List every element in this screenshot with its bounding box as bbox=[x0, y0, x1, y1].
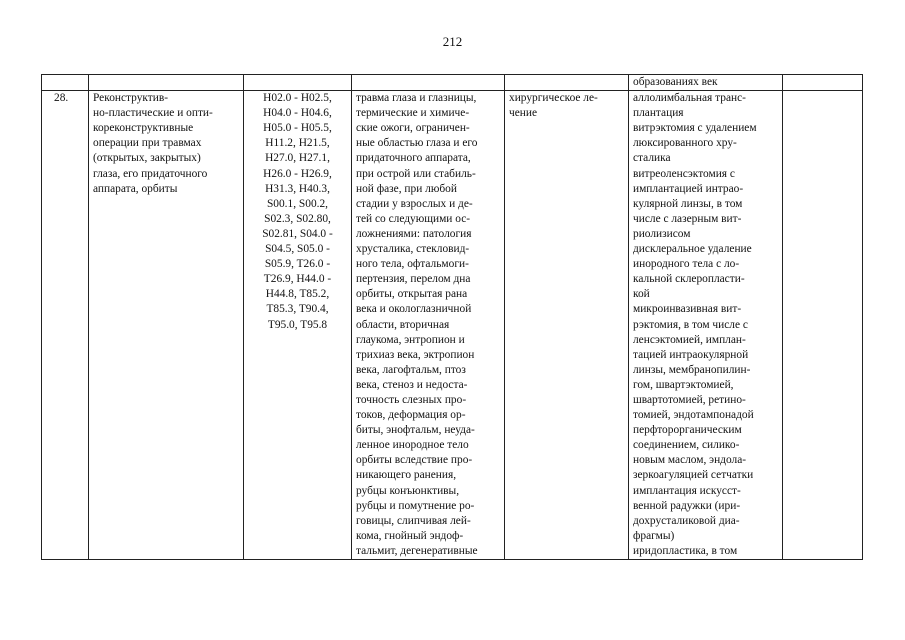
method-line: кулярной линзы, в том bbox=[633, 197, 743, 210]
row-number: 28. bbox=[54, 92, 69, 105]
method-line: томией, эндотампонадой bbox=[633, 409, 754, 422]
condition-line: века и окологлазничной bbox=[356, 303, 472, 316]
name-line: (открытых, закрытых) bbox=[93, 152, 201, 165]
method-line: ленсэктомией, имплан- bbox=[633, 333, 746, 346]
condition-line: тей со следующими ос- bbox=[356, 212, 471, 225]
icd-codes-cell bbox=[244, 91, 352, 560]
method-line: сталика bbox=[633, 152, 671, 165]
method-line: витрэктомия с удалением bbox=[633, 122, 757, 135]
method-line: новым маслом, эндола- bbox=[633, 454, 747, 467]
condition-line: ного тела, офтальмоги- bbox=[356, 258, 469, 271]
cell-condition bbox=[352, 75, 505, 91]
code-line: H11.2, H21.5, bbox=[265, 137, 330, 150]
code-line: S02.3, S02.80, bbox=[264, 212, 331, 225]
code-line: S02.81, S04.0 - bbox=[262, 227, 333, 240]
condition-line: точность слезных про- bbox=[356, 393, 467, 406]
condition-line: биты, энофтальм, неуда- bbox=[356, 424, 475, 437]
method-line: швартотомией, ретино- bbox=[633, 393, 746, 406]
method-line: люксированного хру- bbox=[633, 137, 737, 150]
condition-line: токов, деформация ор- bbox=[356, 409, 466, 422]
code-line: H04.0 - H04.6, bbox=[263, 107, 332, 120]
method-line: рэктомия, в том числе с bbox=[633, 318, 748, 331]
method-line: риолизисом bbox=[633, 227, 691, 240]
condition-line: пертензия, перелом дна bbox=[356, 273, 471, 286]
condition-line: ной фазе, при любой bbox=[356, 182, 457, 195]
method-line: числе с лазерным вит- bbox=[633, 212, 742, 225]
table-row bbox=[42, 91, 863, 560]
condition-line: термические и химиче- bbox=[356, 107, 470, 120]
condition-line: хрусталика, стекловид- bbox=[356, 243, 470, 256]
method-line: венной радужки (ири- bbox=[633, 499, 741, 512]
code-line: H31.3, H40.3, bbox=[265, 182, 330, 195]
method-line: витреолен​сэктомия с bbox=[633, 167, 735, 180]
name-line: глаза, его придаточного bbox=[93, 167, 208, 180]
method-line: образованиях век bbox=[633, 76, 718, 88]
name-line: аппарата, орбиты bbox=[93, 182, 178, 195]
condition-line: ленное инородное тело bbox=[356, 439, 469, 452]
treatment-methods-cell bbox=[629, 91, 783, 560]
method-line: плантация bbox=[633, 107, 684, 120]
code-line: T85.3, T90.4, bbox=[266, 303, 329, 316]
method-line: тацией интраокулярной bbox=[633, 348, 749, 361]
treatment-type-cell bbox=[505, 91, 629, 560]
code-line: H27.0, H27.1, bbox=[265, 152, 330, 165]
code-line: H44.8, T85.2, bbox=[265, 288, 330, 301]
name-line: Реконструктив- bbox=[93, 92, 169, 105]
name-line: но-пластические и опти- bbox=[93, 107, 213, 120]
method-line: соединением, силико- bbox=[633, 439, 740, 452]
code-line: H05.0 - H05.5, bbox=[263, 122, 332, 135]
code-line: T26.9, H44.0 - bbox=[263, 273, 332, 286]
method-line: зеркоагуляцией сетчатки bbox=[633, 469, 754, 482]
treatment-line: чение bbox=[509, 107, 538, 120]
condition-line: ские ожоги, ограничен- bbox=[356, 122, 470, 135]
condition-line: орбиты, открытая рана bbox=[356, 288, 468, 301]
method-line: микроинвазивная вит- bbox=[633, 303, 742, 316]
code-line: S00.1, S00.2, bbox=[266, 197, 329, 210]
method-line: инородного тела с ло- bbox=[633, 258, 740, 271]
code-line: H26.0 - H26.9, bbox=[263, 167, 332, 180]
name-line: операции при травмах bbox=[93, 137, 202, 150]
condition-line: века, лагофтальм, птоз bbox=[356, 363, 466, 376]
method-line: фрагмы) bbox=[633, 529, 675, 542]
condition-line: придаточного аппарата, bbox=[356, 152, 471, 165]
method-line: аллолимбальная транс- bbox=[633, 92, 746, 105]
condition-line: кома, гнойный эндоф- bbox=[356, 529, 464, 542]
treatment-line: хирургическое ле- bbox=[509, 92, 598, 105]
method-line: имплантацией интрао- bbox=[633, 182, 744, 195]
cell-treatment bbox=[505, 75, 629, 91]
method-line: имплантация искусст- bbox=[633, 484, 741, 497]
condition-line: глаукома, энтропион и bbox=[356, 333, 465, 346]
condition-line: рубцы конъюнктивы, bbox=[356, 484, 460, 497]
condition-line: орбиты вследствие про- bbox=[356, 454, 473, 467]
table-row-continuation bbox=[42, 75, 863, 91]
condition-line: ные областью глаза и его bbox=[356, 137, 478, 150]
cost-cell bbox=[783, 91, 863, 560]
condition-line: области, вторичная bbox=[356, 318, 450, 331]
code-line: S04.5, S05.0 - bbox=[265, 243, 330, 256]
condition-line: рубцы и помутнение ро- bbox=[356, 499, 475, 512]
row-number-cell bbox=[42, 91, 89, 560]
condition-line: стадии у взрослых и де- bbox=[356, 197, 473, 210]
condition-line: травма глаза и глазницы, bbox=[356, 92, 477, 105]
operation-name-cell bbox=[89, 91, 244, 560]
code-line: T95.0, T95.8 bbox=[267, 318, 328, 331]
code-line: S05.9, T26.0 - bbox=[264, 258, 331, 271]
cell-cost bbox=[783, 75, 863, 91]
services-table bbox=[41, 74, 863, 560]
name-line: кореконструктивные bbox=[93, 122, 194, 135]
cell-codes bbox=[244, 75, 352, 91]
cell-methods bbox=[629, 75, 783, 91]
condition-line: трихиаз века, эктропион bbox=[356, 348, 475, 361]
condition-line: никающего ранения, bbox=[356, 469, 457, 482]
method-line: перфторорганическим bbox=[633, 424, 742, 437]
cell-name bbox=[89, 75, 244, 91]
condition-line: говицы, слипчивая лей- bbox=[356, 514, 471, 527]
condition-line: при острой или стабиль- bbox=[356, 167, 476, 180]
method-line: дохрусталиковой диа- bbox=[633, 514, 740, 527]
method-line: кой bbox=[633, 288, 650, 301]
method-line: линзы, мембранопилин- bbox=[633, 363, 751, 376]
page-number: 212 bbox=[442, 34, 463, 49]
condition-line: тальмит, дегенеративные bbox=[356, 544, 478, 557]
condition-line: ложнениями: патология bbox=[356, 227, 472, 240]
method-line: иридопластика, в том bbox=[633, 544, 738, 557]
method-line: дисклеральное удаление bbox=[633, 243, 752, 256]
condition-cell bbox=[352, 91, 505, 560]
method-line: гом, швартэктомией, bbox=[633, 378, 734, 391]
cell-number bbox=[42, 75, 89, 91]
method-line: кальной склеропласти- bbox=[633, 273, 745, 286]
code-line: H02.0 - H02.5, bbox=[263, 92, 332, 105]
condition-line: века, стеноз и недоста- bbox=[356, 378, 468, 391]
